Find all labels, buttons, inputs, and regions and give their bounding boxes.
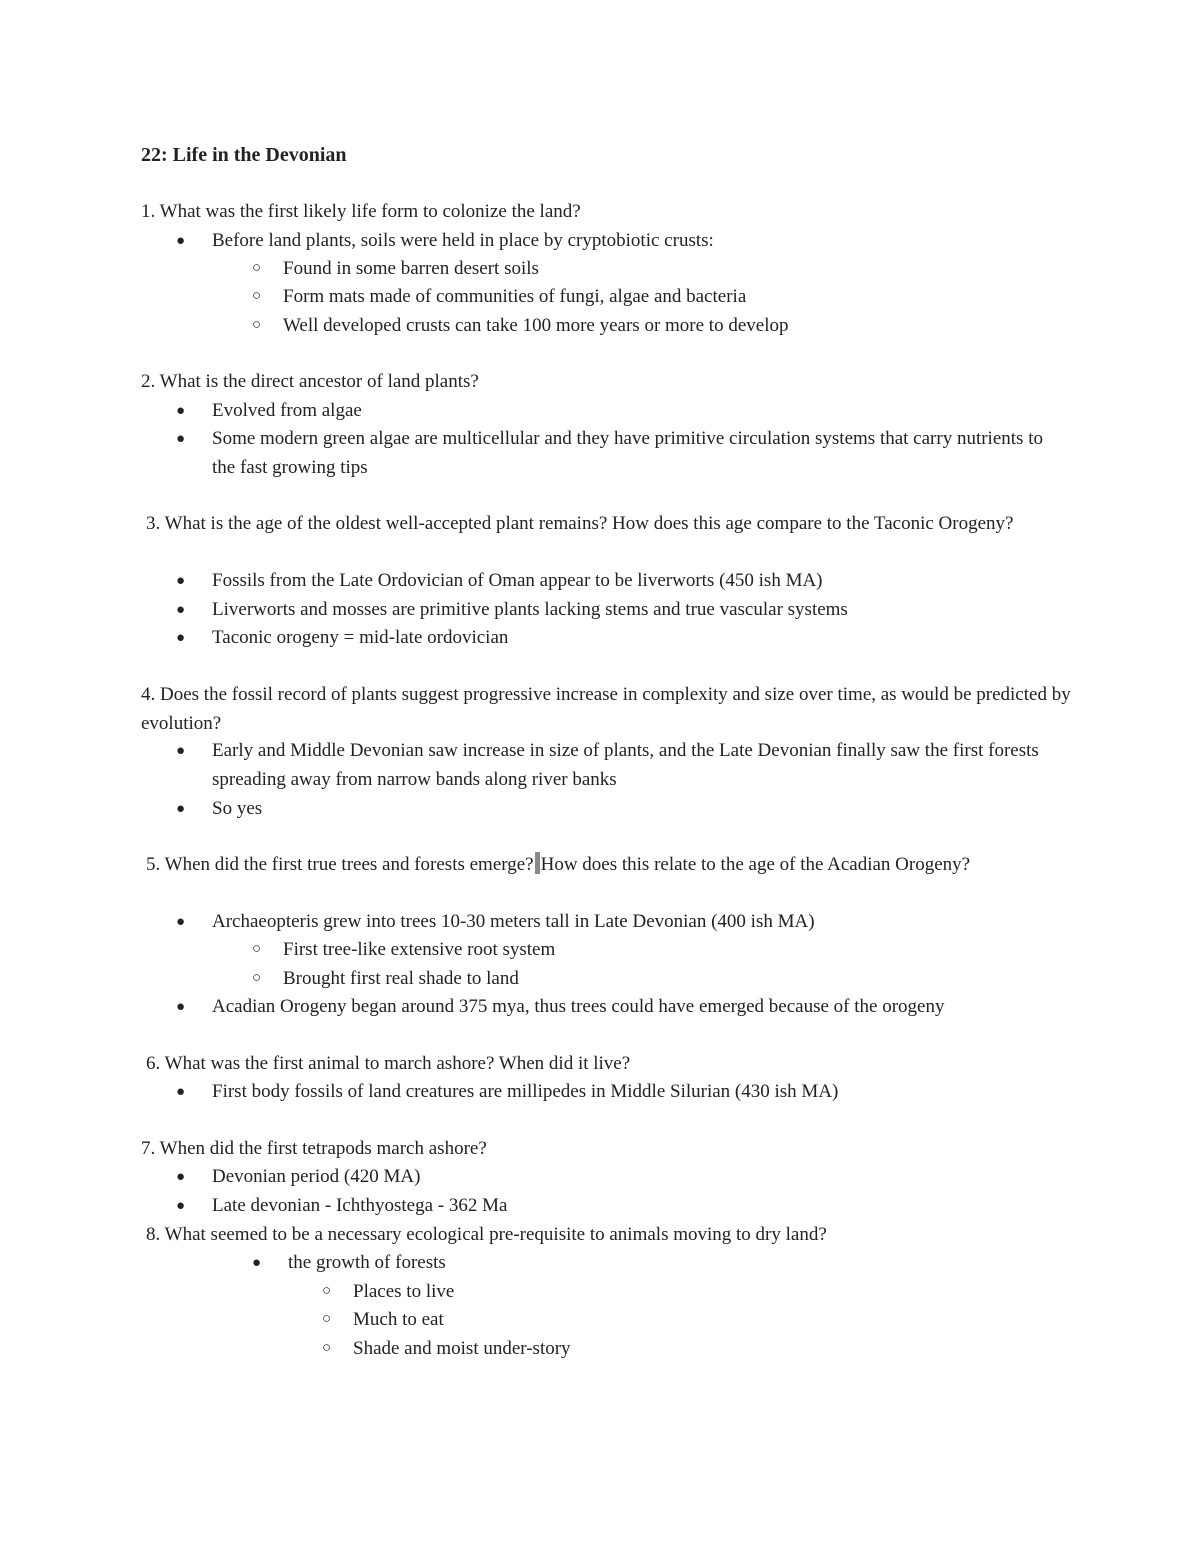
sub-bullet-text: Form mats made of communities of fungi, algae and bacteria (283, 286, 747, 307)
question-5-text-b: How does this relate to the age of the Acadian Orogeny? (540, 854, 971, 875)
bullet-text: Fossils from the Late Ordovician of Oman appear to be liverworts (450 ish MA) (212, 570, 823, 591)
sub-bullet-text: Places to live (353, 1281, 455, 1302)
question-1: 1. What was the first likely life form to colonize the land? (141, 201, 581, 222)
page-title: 22: Life in the Devonian (141, 144, 347, 166)
text-cursor (535, 852, 540, 874)
bullet-item (176, 567, 823, 596)
bullet-item (176, 737, 1062, 794)
bullet-icon: ● (176, 233, 186, 249)
bullet-text: the growth of forests (288, 1252, 446, 1273)
bullet-item (176, 1192, 508, 1221)
question-6: 6. What was the first animal to march ashore? When did it live? (146, 1053, 631, 1074)
sub-bullet-text: Found in some barren desert soils (283, 258, 539, 279)
bullet-item (176, 227, 714, 256)
question-3-text: 3. What is the age of the oldest well-accepted plant remains? How does this age compare to the Taconic Orogeny? (146, 513, 1014, 534)
bullet-icon: ● (176, 573, 186, 589)
sub-bullet-icon: ○ (252, 288, 262, 304)
bullet-text: Taconic orogeny = mid-late ordovician (212, 627, 509, 648)
sub-bullet-item (252, 936, 556, 965)
bullet-text: First body fossils of land creatures are millipedes in Middle Silurian (430 ish MA) (212, 1081, 839, 1102)
bullet-icon: ● (176, 801, 186, 817)
sub-bullet-text: Well developed crusts can take 100 more years or more to develop (283, 315, 789, 336)
sub-bullet-text: First tree-like extensive root system (283, 939, 556, 960)
bullet-text: Devonian period (420 MA) (212, 1166, 421, 1187)
bullet-icon: ● (176, 602, 186, 618)
sub-bullet-text: Much to eat (353, 1309, 444, 1330)
bullet-icon: ● (252, 1255, 262, 1271)
sub-bullet-icon: ○ (252, 260, 262, 276)
bullet-text: So yes (212, 798, 263, 819)
question-3 (146, 510, 1076, 539)
sub-bullet-icon: ○ (322, 1340, 332, 1356)
bullet-item (176, 397, 362, 426)
sub-bullet-item (252, 283, 747, 312)
bullet-text: Late devonian - Ichthyostega - 362 Ma (212, 1195, 508, 1216)
bullet-text: Some modern green algae are multicellular and they have primitive circulation systems that carry nutrients to the fast growing tips (212, 428, 1043, 478)
sub-bullet-item (322, 1306, 444, 1335)
sub-bullet-icon: ○ (252, 970, 262, 986)
bullet-icon: ● (176, 914, 186, 930)
sub-bullet-icon: ○ (252, 941, 262, 957)
bullet-item (176, 1163, 421, 1192)
bullet-text: Early and Middle Devonian saw increase in size of plants, and the Late Devonian finally saw the first forests spreading away from narrow bands along river banks (212, 740, 1039, 790)
bullet-item (176, 596, 848, 625)
bullet-icon: ● (176, 1198, 186, 1214)
sub-bullet-item (252, 255, 539, 284)
bullet-item (252, 1249, 446, 1278)
question-2: 2. What is the direct ancestor of land plants? (141, 371, 479, 392)
question-5-text-a: 5. When did the first true trees and forests emerge? (146, 854, 534, 875)
bullet-text: Acadian Orogeny began around 375 mya, thus trees could have emerged because of the orogeny (212, 996, 945, 1017)
bullet-item (176, 908, 815, 937)
bullet-item (176, 425, 1062, 482)
bullet-icon: ● (176, 1084, 186, 1100)
sub-bullet-text: Brought first real shade to land (283, 968, 519, 989)
bullet-icon: ● (176, 743, 186, 759)
sub-bullet-item (252, 312, 789, 341)
sub-bullet-text: Shade and moist under-story (353, 1338, 571, 1359)
bullet-text: Archaeopteris grew into trees 10-30 meters tall in Late Devonian (400 ish MA) (212, 911, 815, 932)
bullet-icon: ● (176, 999, 186, 1015)
bullet-item (176, 795, 263, 824)
sub-bullet-icon: ○ (322, 1283, 332, 1299)
sub-bullet-icon: ○ (252, 317, 262, 333)
sub-bullet-item (322, 1335, 571, 1364)
bullet-text: Liverworts and mosses are primitive plants lacking stems and true vascular systems (212, 599, 848, 620)
question-4: 4. Does the fossil record of plants suggest progressive increase in complexity and size over time, as would be predicted by evolution? (141, 684, 1071, 734)
bullet-icon: ● (176, 630, 186, 646)
question-7: 7. When did the first tetrapods march ashore? (141, 1138, 487, 1159)
bullet-text: Evolved from algae (212, 400, 362, 421)
sub-bullet-item (252, 965, 519, 994)
bullet-item (176, 624, 509, 653)
sub-bullet-item (322, 1278, 455, 1307)
bullet-item (176, 993, 945, 1022)
bullet-icon: ● (176, 1169, 186, 1185)
bullet-item (176, 1078, 839, 1107)
question-8: 8. What seemed to be a necessary ecological pre-requisite to animals moving to dry land? (146, 1224, 827, 1245)
sub-bullet-icon: ○ (322, 1311, 332, 1327)
bullet-text: Before land plants, soils were held in place by cryptobiotic crusts: (212, 230, 714, 251)
bullet-icon: ● (176, 403, 186, 419)
question-5 (146, 851, 1026, 880)
bullet-icon: ● (176, 431, 186, 447)
